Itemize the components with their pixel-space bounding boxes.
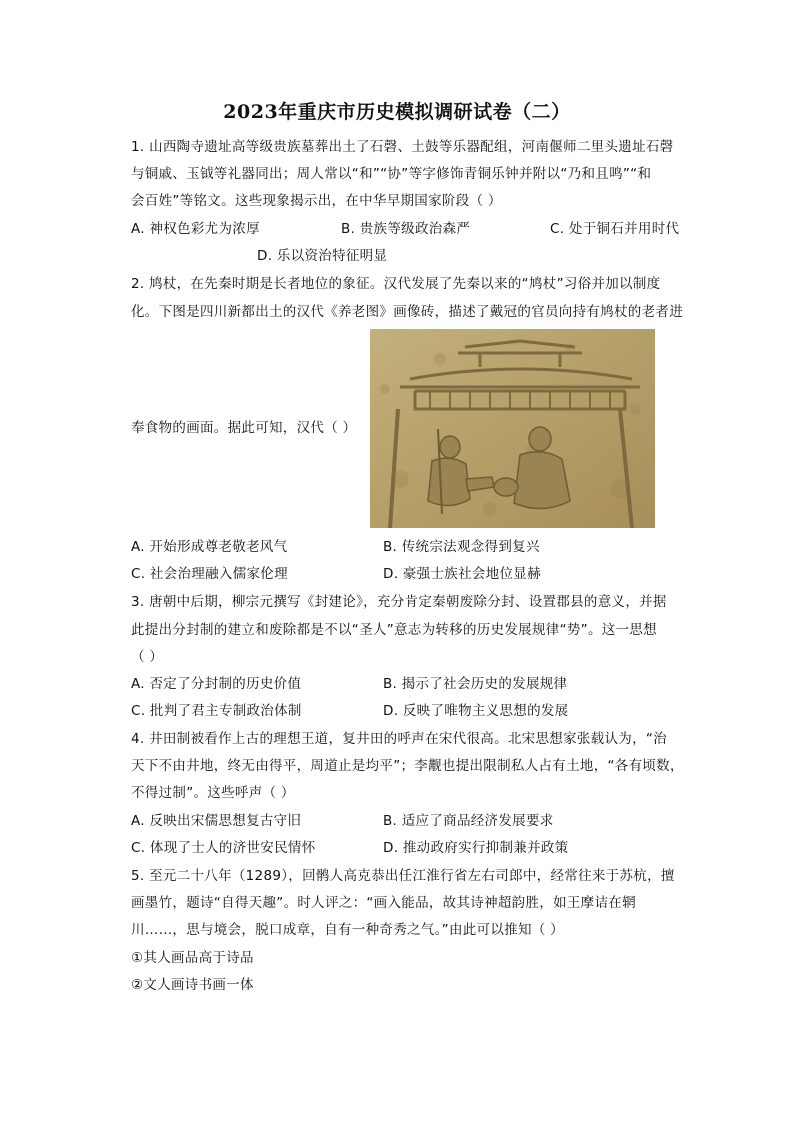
q1-stem-line-2: 与铜戚、玉钺等礼器同出；周人常以“和”“协”等字修饰青铜乐钟并附以“乃和且鸣”“和 (131, 166, 652, 182)
q4-stem-line-2: 天下不由井地，终无由得平，周道止是均平”；李觏也提出限制私人占有土地，“各有顷数， (131, 758, 684, 774)
q4-option-c[interactable]: C. 体现了士人的济世安民情怀 (131, 840, 316, 856)
q5-item-2: ②文人画诗书画一体 (131, 977, 254, 993)
q3-stem-line-2: 此提出分封制的建立和废除都是不以“圣人”意志为转移的历史发展规律“势”。这一思想 (131, 622, 657, 638)
q3-option-a[interactable]: A. 否定了分封制的历史价值 (131, 676, 302, 692)
q4-stem-line-3: 不得过制”。这些呼声（ ） (131, 785, 295, 801)
q2-option-b[interactable]: B. 传统宗法观念得到复兴 (383, 539, 540, 555)
q1-option-c[interactable]: C. 处于铜石并用时代 (550, 221, 680, 237)
q3-option-c[interactable]: C. 批判了君主专制政治体制 (131, 703, 302, 719)
q2-stem-line-1: 2. 鸠杖，在先秦时期是长者地位的象征。汉代发展了先秦以来的“鸠杖”习俗并加以制度 (131, 276, 661, 292)
q2-option-c[interactable]: C. 社会治理融入儒家伦理 (131, 566, 288, 582)
q1-stem-line-3: 会百姓”等铭文。这些现象揭示出，在中华早期国家阶段（ ） (131, 193, 502, 209)
q4-stem-line-1: 4. 井田制被看作上古的理想王道，复井田的呼声在宋代很高。北宋思想家张载认为，“治 (131, 731, 667, 747)
q2-stem-line-3: 奉食物的画面。据此可知，汉代（ ） (131, 420, 357, 436)
q4-option-d[interactable]: D. 推动政府实行抑制兼并政策 (383, 840, 569, 856)
q1-option-b[interactable]: B. 贵族等级政治森严 (341, 221, 471, 237)
q3-option-b[interactable]: B. 揭示了社会历史的发展规律 (383, 676, 568, 692)
q2-option-d[interactable]: D. 豪强士族社会地位显赫 (383, 566, 541, 582)
q1-option-a[interactable]: A. 神权色彩尤为浓厚 (131, 221, 260, 237)
q1-option-d[interactable]: D. 乐以资治特征明显 (257, 248, 388, 264)
q5-stem-line-1: 5. 至元二十八年（1289），回鹘人高克恭出任江淮行省左右司郎中，经常往来于苏杭，擅 (131, 868, 675, 884)
brick-relief-image (370, 329, 655, 528)
q2-stem-line-2: 化。下图是四川新都出土的汉代《养老图》画像砖，描述了戴冠的官员向持有鸠杖的老者进 (131, 304, 683, 320)
q4-option-a[interactable]: A. 反映出宋儒思想复古守旧 (131, 813, 302, 829)
q5-stem-line-2: 画墨竹，题诗“自得天趣”。时人评之：“画入能品，故其诗神超韵胜，如王摩诘在辋 (131, 895, 636, 911)
q3-option-d[interactable]: D. 反映了唯物主义思想的发展 (383, 703, 569, 719)
q5-item-1: ①其人画品高于诗品 (131, 950, 254, 966)
q4-option-b[interactable]: B. 适应了商品经济发展要求 (383, 813, 554, 829)
q3-stem-line-1: 3. 唐朝中后期，柳宗元撰写《封建论》，充分肯定秦朝废除分封、设置郡县的意义，并据 (131, 594, 667, 610)
page-title: 2023年重庆市历史模拟调研试卷（二） (223, 101, 571, 123)
q5-stem-line-3: 川……，思与境会，脱口成章，自有一种奇秀之气。”由此可以推知（ ） (131, 922, 564, 938)
q2-option-a[interactable]: A. 开始形成尊老敬老风气 (131, 539, 288, 555)
q3-stem-line-3: （ ） (131, 649, 164, 665)
q1-stem-line-1: 1. 山西陶寺遗址高等级贵族墓葬出土了石磬、土鼓等乐器配组，河南偃师二里头遗址石磬 (131, 139, 674, 155)
